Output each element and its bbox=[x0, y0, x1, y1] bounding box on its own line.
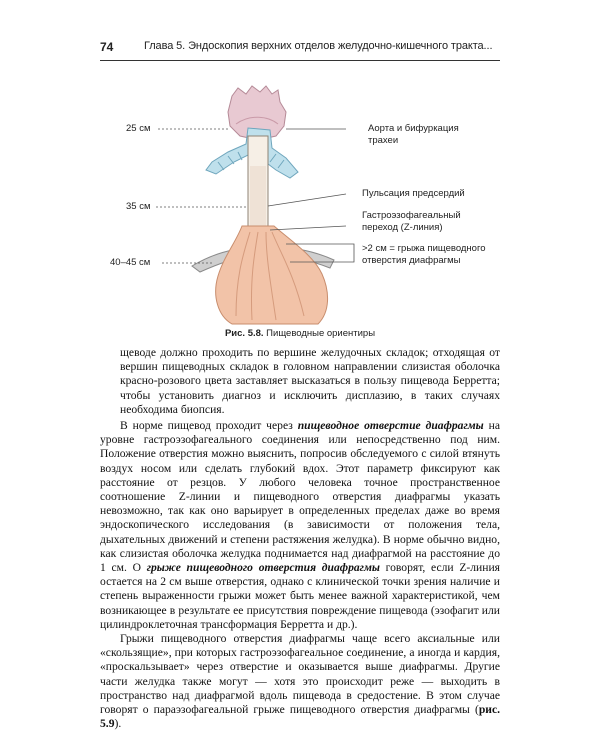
term-hiatal-hernia: грыже пищеводного отверстия диафрагмы bbox=[146, 561, 380, 575]
atrial-leader bbox=[268, 194, 346, 206]
paragraph-2-part-c: говорят, если Z-линия остается на 2 см выше отверстия, однако с клинической точки зрения наличие и степень выраженности грыжи может быть менее важной характеристикой, чем возникающее в результате ее присутствия повреждение пищевода (эзофагит или цилиндроклеточная трансформация Берретта и др.). bbox=[100, 561, 500, 631]
paragraph-3-part-b: ). bbox=[114, 717, 122, 731]
level-25-label: 25 см bbox=[126, 123, 151, 134]
term-hiatus: пищеводное отверстие диафрагмы bbox=[297, 419, 484, 433]
gej-label bbox=[362, 210, 461, 234]
chapter-title: Глава 5. Эндоскопия верхних отделов желудочно-кишечного тракта... bbox=[144, 40, 493, 52]
level-35-label: 35 см bbox=[126, 201, 151, 212]
figure-caption bbox=[100, 328, 500, 339]
running-header bbox=[100, 40, 500, 56]
gej-label-line2: переход (Z-линия) bbox=[362, 222, 443, 233]
hernia-label-line2: отверстия диафрагмы bbox=[362, 255, 461, 266]
aorta-label-line1: Аорта и бифуркация bbox=[368, 123, 459, 134]
paragraph-3 bbox=[100, 632, 500, 731]
aorta-label bbox=[368, 123, 459, 147]
page-number: 74 bbox=[100, 40, 114, 54]
paragraph-2-part-a: В норме пищевод проходит через bbox=[120, 419, 298, 433]
paragraph-1: щеводе должно проходить по вершине желудочных складок; отходящая от вершин пищеводных складок в головном направлении слизистая оболочка красно-розового цвета заставляет высказаться в пользу пищевода Берретта; чтобы установить диагноз и исключить дисплазию, в таких случаях необходима биопсия. bbox=[120, 346, 500, 416]
gej-leader bbox=[270, 226, 346, 230]
body-text bbox=[100, 346, 500, 731]
header-rule bbox=[100, 60, 500, 61]
figure-reference-link[interactable]: рис. 5.9 bbox=[100, 703, 500, 731]
paragraph-2-part-b: на уровне гастроэзофагеального соединения или непосредственно под ним. Положение отверстия можно выяснить, попросив обследуемого с силой втянуть воздух носом или сделать глубокий вдох. Этот параметр фиксируют как расстояние от резцов. У любого человека точное пространственное соотношение Z-линии и пищеводного отверстия диафрагмы указать невозможно, так как оно варьирует в определенных пределах даже во время эндоскопического исследования (в зависимости от положения тела, дыхательных движений и степени растяжения желудка). В норме обычно видно, как слизистая оболочка желудка поднимается над диафрагмой на расстояние до 1 см. О bbox=[100, 419, 500, 575]
esophagus-landmarks-figure bbox=[100, 66, 500, 326]
level-40-45-label: 40–45 см bbox=[110, 257, 151, 268]
caption-text: Пищеводные ориентиры bbox=[263, 328, 376, 339]
stomach-shape bbox=[216, 226, 328, 324]
paragraph-3-part-a: Грыжи пищеводного отверстия диафрагмы чаще всего аксиальные или «скользящие», при которых гастроэзофагеальное соединение, а иногда и кардия, «проскальзывает» через отверстие и оказывается выше диафрагмы. Другие части желудка также могут — хотя это происходит реже — выходить в пространство над диафрагмой вдоль пищевода в средостение. В этом случае говорят о параэзофагеальной грыже пищеводного отверстия диафрагмы ( bbox=[100, 632, 500, 717]
atrial-pulsation-label: Пульсация предсердий bbox=[362, 188, 465, 199]
caption-label: Рис. 5.8. bbox=[224, 328, 264, 339]
gej-label-line1: Гастроэзофагеальный bbox=[362, 210, 461, 221]
hernia-label bbox=[362, 243, 486, 267]
hernia-label-line1: >2 см = грыжа пищеводного bbox=[362, 243, 486, 254]
paragraph-2 bbox=[100, 419, 500, 632]
aorta-label-line2: трахеи bbox=[368, 135, 399, 146]
